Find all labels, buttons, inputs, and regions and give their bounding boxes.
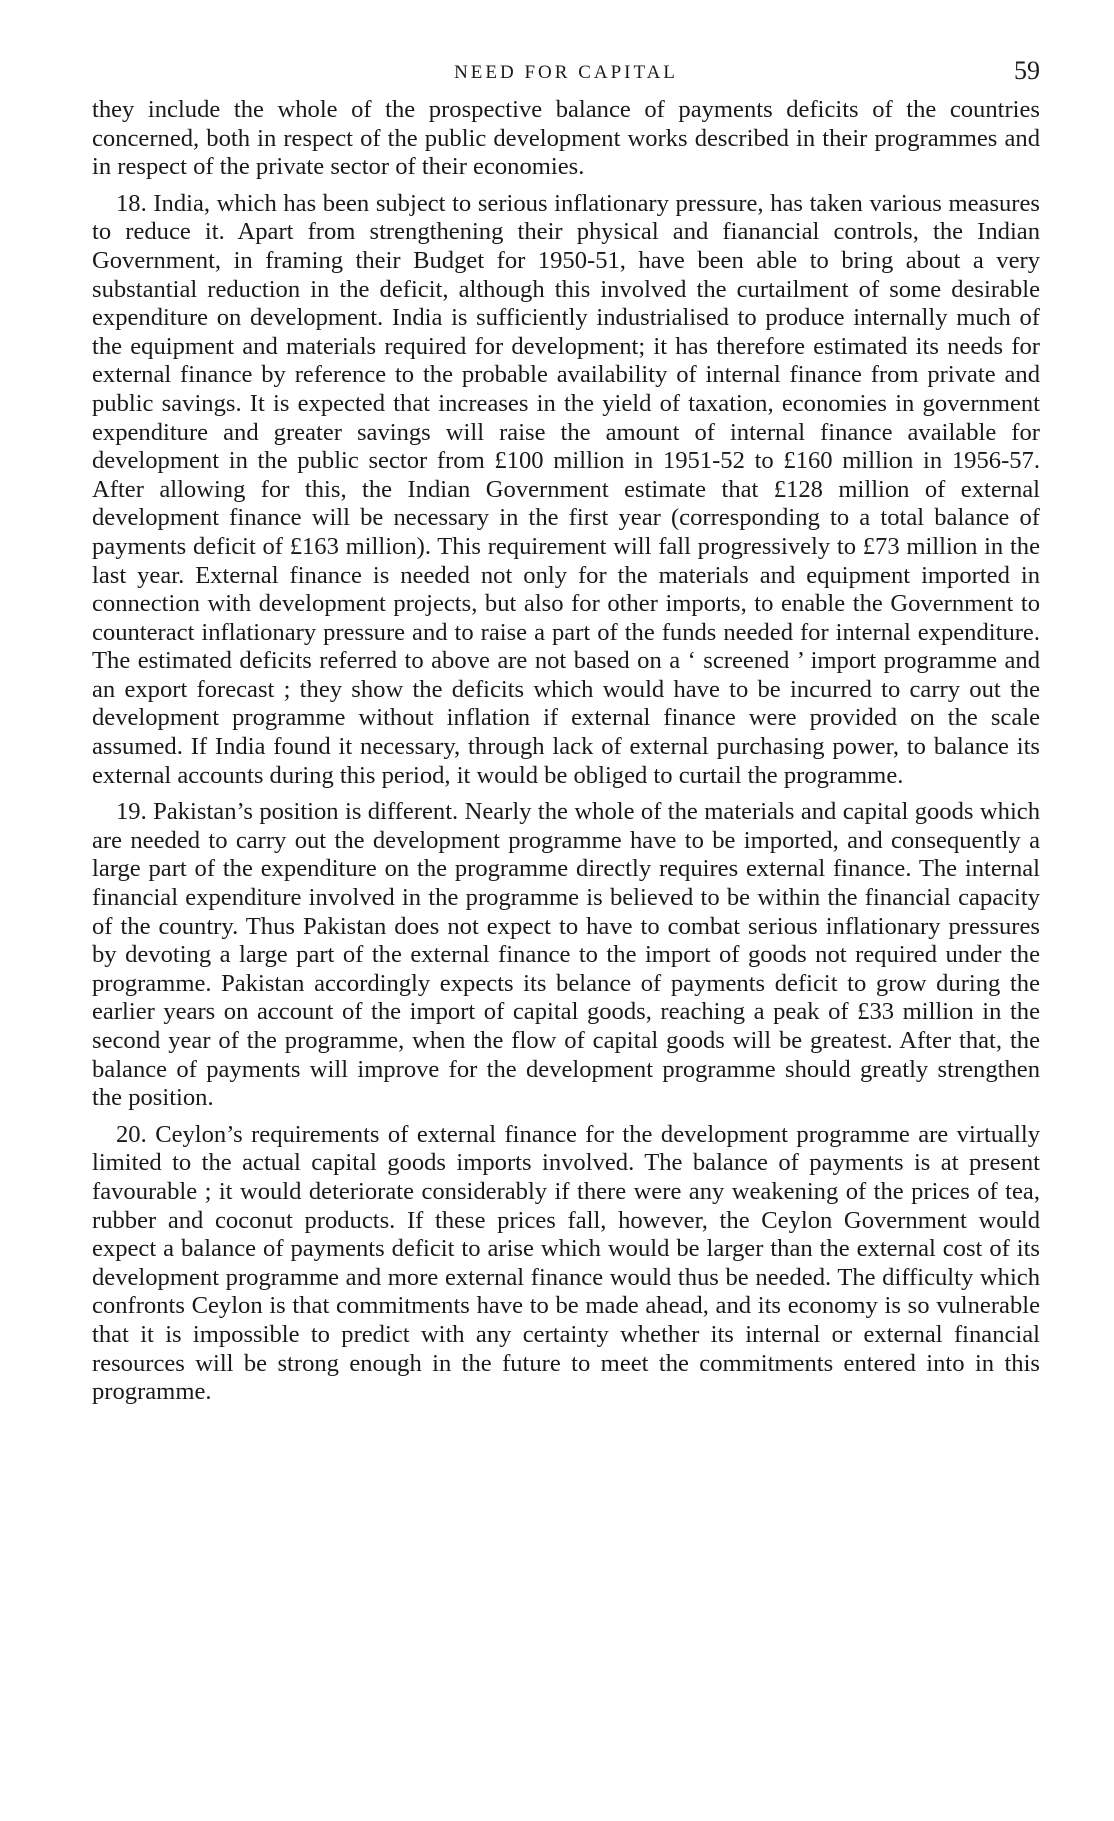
book-page bbox=[92, 56, 1040, 1407]
paragraph-19-pakistan: 19. Pakistan’s position is different. Nearly the whole of the materials and capital goods which are needed to carry out the development programme have to be imported, and consequently a large part of the expenditure on the programme directly requires external finance. The internal financial expenditure involved in the programme is believed to be within the financial capacity of the country. Thus Pakistan does not expect to have to combat serious inflationary pressures by devoting a large part of the external finance to the import of goods not required under the programme. Pakistan accordingly expects its belance of payments deficit to grow during the earlier years on account of the import of capital goods, reaching a peak of £33 million in the second year of the programme, when the flow of capital goods will be greatest. After that, the balance of payments will improve for the development programme should greatly strengthen the position. bbox=[92, 798, 1040, 1112]
paragraph-continuation: they include the whole of the prospective balance of payments deficits of the countries concerned, both in respect of the public development works described in their programmes and in respect of the private sector of their economies. bbox=[92, 96, 1040, 181]
running-title: NEED FOR CAPITAL bbox=[454, 62, 678, 83]
page-number: 59 bbox=[1014, 56, 1040, 85]
paragraph-18-india: 18. India, which has been subject to serious inflationary pressure, has taken various measures to reduce it. Apart from strengthening their physical and fianancial controls, the Indian Government, in framing their Budget for 1950-51, have been able to bring about a very substantial reduction in the deficit, although this involved the curtailment of some desirable expenditure on development. India is sufficiently industrialised to produce internally much of the equipment and materials required for development; it has therefore estimated its needs for external finance by reference to the probable availability of internal finance from private and public savings. It is expected that increases in the yield of taxation, economies in government expenditure and greater savings will raise the amount of internal finance available for development in the public sector from £100 million in 1951-52 to £160 million in 1956-57. After allowing for this, the Indian Government estimate that £128 million of external development finance will be necessary in the first year (corresponding to a total balance of payments deficit of £163 million). This requirement will fall progressively to £73 million in the last year. External finance is needed not only for the materials and equipment imported in connection with development projects, but also for other imports, to enable the Government to counteract inflationary pressure and to raise a part of the funds needed for internal expenditure. The estimated deficits referred to above are not based on a ‘ screened ’ import programme and an export forecast ; they show the deficits which would have to be incurred to carry out the development programme without inflation if external finance were provided on the scale assumed. If India found it necessary, through lack of external purchasing power, to balance its external accounts during this period, it would be obliged to curtail the programme. bbox=[92, 189, 1040, 789]
paragraph-20-ceylon: 20. Ceylon’s requirements of external finance for the development programme are virtually limited to the actual capital goods imports involved. The balance of payments is at present favourable ; it would deteriorate considerably if there were any weakening of the prices of tea, rubber and coconut products. If these prices fall, however, the Ceylon Government would expect a balance of payments deficit to arise which would be larger than the external cost of its development programme and more external finance would thus be needed. The difficulty which confronts Ceylon is that commitments have to be made ahead, and its economy is so vulnerable that it is impossible to predict with any certainty whether its internal or external financial resources will be strong enough in the future to meet the commitments entered into in this programme. bbox=[92, 1120, 1040, 1406]
running-head bbox=[92, 56, 1040, 96]
